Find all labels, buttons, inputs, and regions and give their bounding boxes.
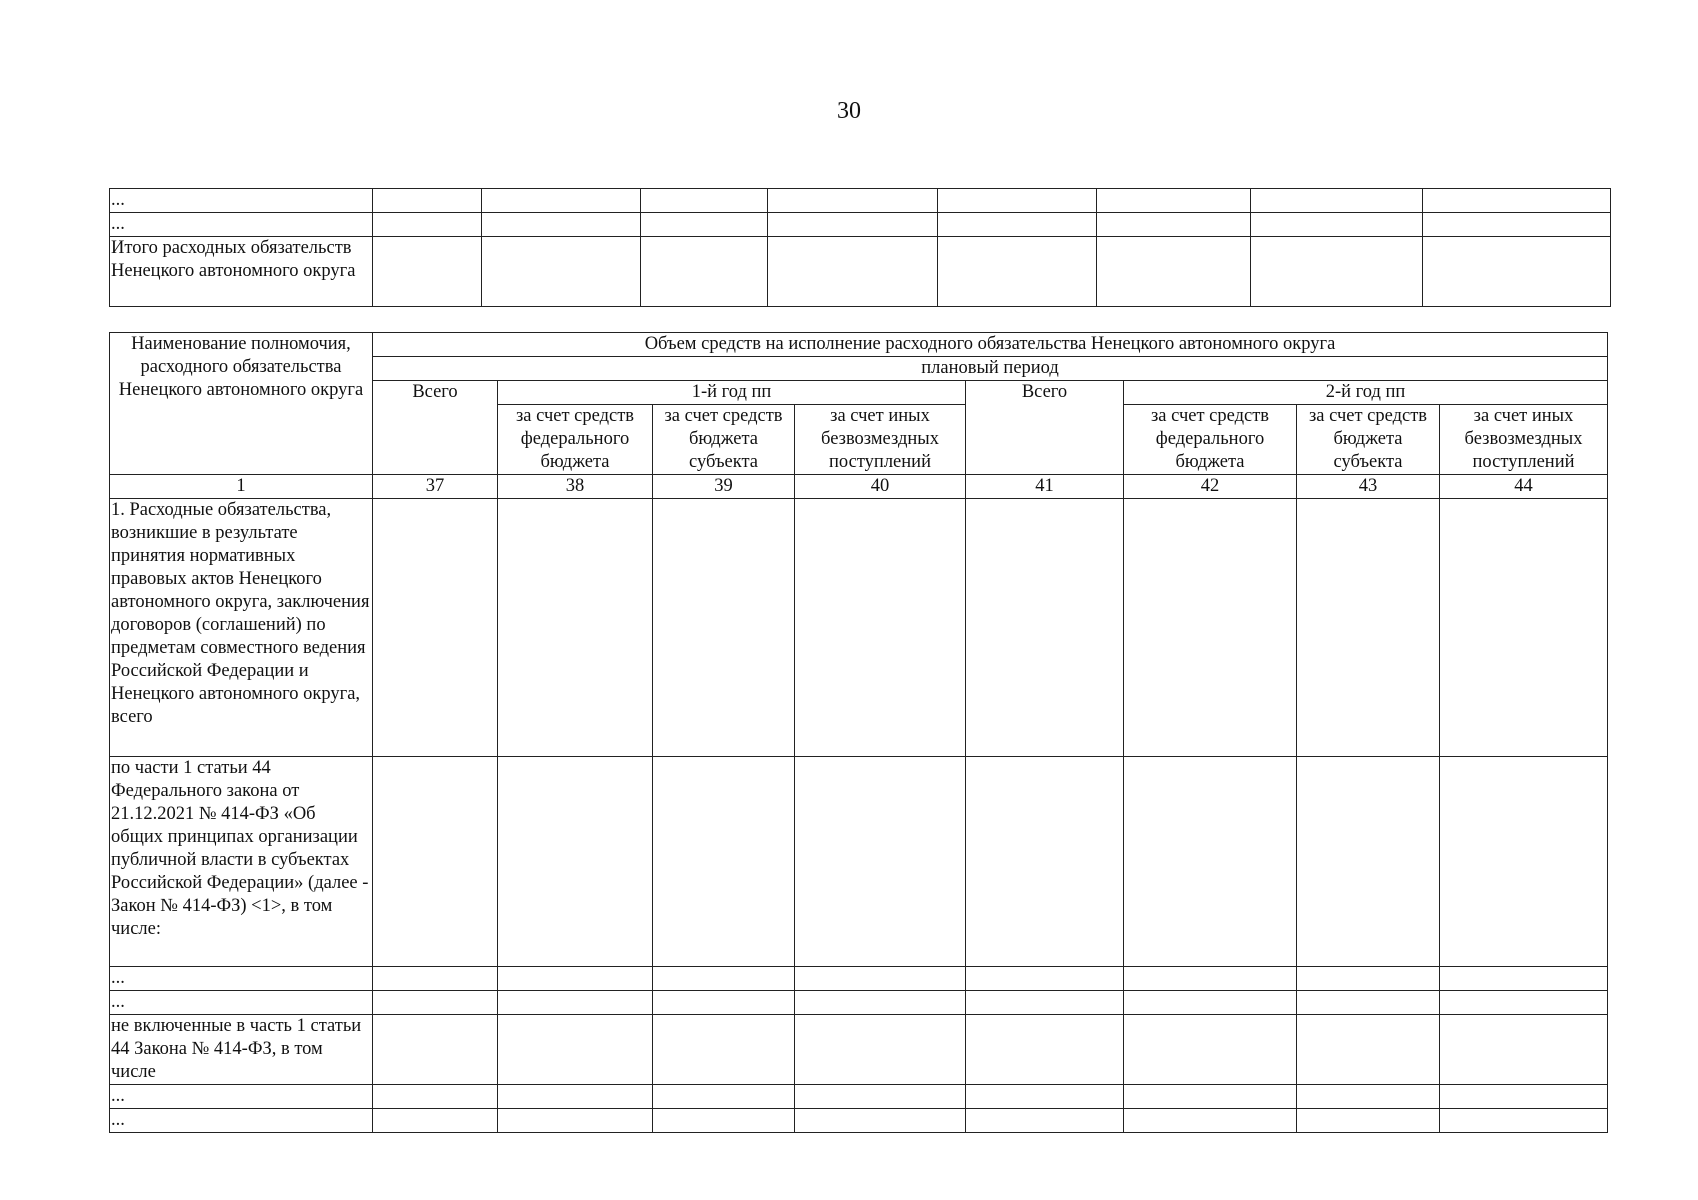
table-cell <box>795 1015 966 1085</box>
table-cell <box>966 1015 1124 1085</box>
table-cell <box>795 991 966 1015</box>
table-cell <box>373 757 498 967</box>
table-cell <box>1124 499 1297 757</box>
column-number: 41 <box>966 475 1124 499</box>
table-cell <box>373 1109 498 1133</box>
table-cell <box>1124 967 1297 991</box>
plan-period-header: плановый период <box>373 357 1608 381</box>
table-cell <box>498 499 653 757</box>
table-cell <box>795 1085 966 1109</box>
table-cell <box>373 237 482 307</box>
table-cell <box>1440 757 1608 967</box>
table-cell <box>768 237 938 307</box>
table-cell <box>795 1109 966 1133</box>
table-row <box>110 213 1611 237</box>
table-cell <box>498 757 653 967</box>
table-cell <box>966 499 1124 757</box>
year1-header: 1-й год пп <box>498 381 966 405</box>
table-cell <box>641 189 768 213</box>
table-cell <box>482 189 641 213</box>
table-row <box>110 189 1611 213</box>
table-cell <box>653 757 795 967</box>
table-cell <box>1251 189 1423 213</box>
year2-header: 2-й год пп <box>1124 381 1608 405</box>
table-cell <box>498 967 653 991</box>
table-row <box>110 1085 1608 1109</box>
column-number: 42 <box>1124 475 1297 499</box>
table-cell <box>498 1015 653 1085</box>
subject-budget-header: за счет средств бюджета субъекта <box>653 405 795 475</box>
row-label: ... <box>110 1085 373 1109</box>
table-cell <box>1423 213 1611 237</box>
column-number: 38 <box>498 475 653 499</box>
table-cell <box>1297 1109 1440 1133</box>
table-cell <box>1124 757 1297 967</box>
table-row <box>110 237 1611 307</box>
table-cell <box>1124 1015 1297 1085</box>
table-cell <box>1297 1085 1440 1109</box>
table-cell <box>373 991 498 1015</box>
header-row <box>110 333 1608 357</box>
table-cell <box>966 991 1124 1015</box>
name-header: Наименование полномочия, расходного обязательства Ненецкого автономного округа <box>110 333 373 475</box>
table-cell <box>641 213 768 237</box>
table-cell <box>653 1015 795 1085</box>
table-cell <box>966 1109 1124 1133</box>
table-row <box>110 1015 1608 1085</box>
row-label: ... <box>110 991 373 1015</box>
row-label: по части 1 статьи 44 Федерального закона от 21.12.2021 № 414-ФЗ «Об общих принципах организации публичной власти в субъектах Российской Федерации» (далее - Закон № 414-ФЗ) <1>, в том числе: <box>110 757 373 967</box>
column-number: 39 <box>653 475 795 499</box>
table-row <box>110 499 1608 757</box>
row-label: 1. Расходные обязательства, возникшие в результате принятия нормативных правовых актов Ненецкого автономного округа, заключения договоров (соглашений) по предметам совместного ведения Российской Федерации и Ненецкого автономного округа, всего <box>110 499 373 757</box>
table-cell <box>653 967 795 991</box>
row-label: ... <box>110 213 373 237</box>
table-row <box>110 1109 1608 1133</box>
row-label: не включенные в часть 1 статьи 44 Закона № 414-ФЗ, в том числе <box>110 1015 373 1085</box>
table-cell <box>1297 967 1440 991</box>
table-cell <box>1251 237 1423 307</box>
table-cell <box>653 1109 795 1133</box>
table-cell <box>1440 1015 1608 1085</box>
table-cell <box>482 213 641 237</box>
table-cell <box>653 499 795 757</box>
table-cell <box>1097 237 1251 307</box>
table-cell <box>938 189 1097 213</box>
table-cell <box>1124 991 1297 1015</box>
other-receipts-header: за счет иных безвозмездных поступлений <box>795 405 966 475</box>
table-cell <box>373 499 498 757</box>
column-number: 37 <box>373 475 498 499</box>
table-cell <box>966 967 1124 991</box>
table-cell <box>1124 1109 1297 1133</box>
top-table <box>109 188 1611 307</box>
table-cell <box>1440 967 1608 991</box>
main-table <box>109 332 1608 1133</box>
table-cell <box>373 1015 498 1085</box>
table-cell <box>795 757 966 967</box>
table-cell <box>966 1085 1124 1109</box>
column-numbers-row <box>110 475 1608 499</box>
table-cell <box>653 991 795 1015</box>
table-cell <box>1440 1085 1608 1109</box>
column-number: 1 <box>110 475 373 499</box>
fed-budget-header: за счет средств федерального бюджета <box>1124 405 1297 475</box>
table-cell <box>498 1109 653 1133</box>
table-cell <box>1297 757 1440 967</box>
table-cell <box>1297 499 1440 757</box>
table-cell <box>795 967 966 991</box>
column-number: 40 <box>795 475 966 499</box>
table-cell <box>795 499 966 757</box>
table-cell <box>653 1085 795 1109</box>
table-cell <box>1251 213 1423 237</box>
table-cell <box>938 213 1097 237</box>
volume-header: Объем средств на исполнение расходного обязательства Ненецкого автономного округа <box>373 333 1608 357</box>
table-cell <box>373 1085 498 1109</box>
table-cell <box>966 757 1124 967</box>
table-cell <box>768 213 938 237</box>
table-cell <box>1297 1015 1440 1085</box>
row-label: ... <box>110 967 373 991</box>
table-cell <box>641 237 768 307</box>
table-cell <box>373 967 498 991</box>
table-cell <box>498 1085 653 1109</box>
table-cell <box>373 213 482 237</box>
total-header-2: Всего <box>966 381 1124 475</box>
column-number: 44 <box>1440 475 1608 499</box>
column-number: 43 <box>1297 475 1440 499</box>
table-cell <box>1440 991 1608 1015</box>
page-number: 30 <box>837 98 861 124</box>
table-cell <box>1423 237 1611 307</box>
table-cell <box>1423 189 1611 213</box>
table-cell <box>1297 991 1440 1015</box>
table-row <box>110 757 1608 967</box>
row-label: Итого расходных обязательств Ненецкого автономного округа <box>110 237 373 307</box>
table-cell <box>1097 189 1251 213</box>
table-cell <box>1440 499 1608 757</box>
table-row <box>110 967 1608 991</box>
subject-budget-header: за счет средств бюджета субъекта <box>1297 405 1440 475</box>
table-cell <box>373 189 482 213</box>
table-cell <box>1440 1109 1608 1133</box>
row-label: ... <box>110 1109 373 1133</box>
table-cell <box>1124 1085 1297 1109</box>
table-row <box>110 991 1608 1015</box>
other-receipts-header: за счет иных безвозмездных поступлений <box>1440 405 1608 475</box>
table-cell <box>1097 213 1251 237</box>
row-label: ... <box>110 189 373 213</box>
total-header-1: Всего <box>373 381 498 475</box>
table-cell <box>498 991 653 1015</box>
fed-budget-header: за счет средств федерального бюджета <box>498 405 653 475</box>
table-cell <box>482 237 641 307</box>
table-cell <box>938 237 1097 307</box>
table-cell <box>768 189 938 213</box>
